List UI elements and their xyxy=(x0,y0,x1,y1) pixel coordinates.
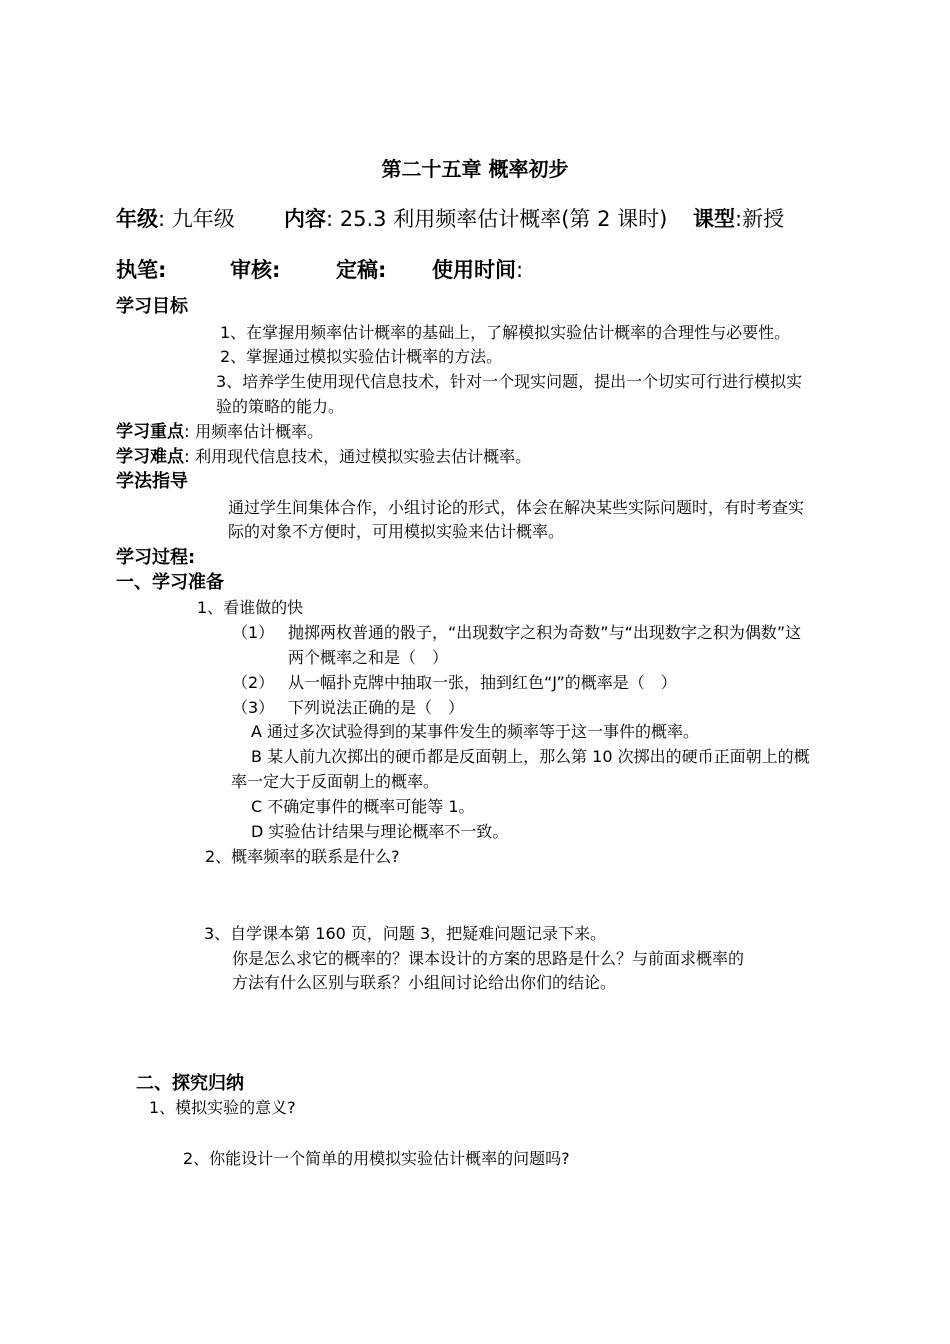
part1-q2: 2、概率频率的联系是什么? xyxy=(205,847,400,866)
objectives-heading: 学习目标 xyxy=(116,296,188,317)
process-heading: 学习过程: xyxy=(116,547,196,568)
type-label: 课型 xyxy=(693,207,735,231)
focus-text: 用频率估计概率。 xyxy=(195,422,324,441)
time-colon: : xyxy=(516,258,524,282)
part1-q3: 3、自学课本第 160 页，问题 3，把疑难问题记录下来。 xyxy=(204,924,607,943)
part1-heading: 一、学习准备 xyxy=(116,572,224,593)
part2-q1: 1、模拟实验的意义? xyxy=(149,1098,296,1117)
grade-colon: : xyxy=(158,207,166,231)
part2-heading: 二、探究归纳 xyxy=(136,1073,244,1094)
difficulty-label: 学习难点 xyxy=(116,447,184,467)
sub2-text: 从一幅扑克牌中抽取一张，抽到红色“J”的概率是（ ） xyxy=(288,673,677,692)
grade-label: 年级 xyxy=(116,207,158,231)
grade-value: 九年级 xyxy=(171,207,235,231)
method-line: 通过学生间集体合作，小组讨论的形式，体会在解决某些实际问题时，有时考查实 xyxy=(228,498,805,517)
sub1-num: （1） xyxy=(232,623,275,642)
final-label: 定稿: xyxy=(336,258,387,282)
objective-item: 验的策略的能力。 xyxy=(216,397,345,416)
type-value: 新授 xyxy=(742,207,785,231)
review-label: 审核: xyxy=(230,258,281,282)
part2-q2: 2、你能设计一个简单的用模拟实验估计概率的问题吗? xyxy=(183,1149,570,1168)
type-row xyxy=(693,207,784,232)
focus-row xyxy=(116,422,323,442)
option-b-line2: 率一定大于反面朝上的概率。 xyxy=(231,772,440,791)
sub2-num: （2） xyxy=(232,673,275,692)
writer-label: 执笔: xyxy=(116,258,167,282)
option-a: A 通过多次试验得到的某事件发生的频率等于这一事件的概率。 xyxy=(251,722,700,741)
grade-row xyxy=(116,207,235,232)
focus-label: 学习重点 xyxy=(116,422,184,442)
part1-q3-line2: 你是怎么求它的概率的？课本设计的方案的思路是什么？与前面求概率的 xyxy=(232,949,745,968)
sub3-text: 下列说法正确的是（ ） xyxy=(288,698,465,717)
focus-colon: : xyxy=(184,422,190,442)
content-label: 内容 xyxy=(284,207,326,231)
difficulty-colon: : xyxy=(184,447,190,467)
objective-item: 1、在掌握用频率估计概率的基础上，了解模拟实验估计概率的合理性与必要性。 xyxy=(220,323,791,342)
content-colon: : xyxy=(326,207,334,231)
page-title: 第二十五章 概率初步 xyxy=(381,157,569,181)
content-row xyxy=(284,207,667,232)
sub1-line2: 两个概率之和是（ ） xyxy=(288,648,449,667)
difficulty-text: 利用现代信息技术，通过模拟实验去估计概率。 xyxy=(195,447,532,466)
method-line: 际的对象不方便时，可用模拟实验来估计概率。 xyxy=(228,522,565,541)
option-c: C 不确定事件的概率可能等 1。 xyxy=(251,797,475,816)
option-d: D 实验估计结果与理论概率不一致。 xyxy=(251,822,509,841)
objective-item: 2、掌握通过模拟实验估计概率的方法。 xyxy=(220,347,503,366)
sub3-num: （3） xyxy=(232,698,275,717)
time-row xyxy=(432,258,523,283)
difficulty-row xyxy=(116,447,531,467)
objective-item: 3、培养学生使用现代信息技术，针对一个现实问题，提出一个切实可行进行模拟实 xyxy=(216,372,803,391)
time-label: 使用时间 xyxy=(432,258,516,282)
option-b-line1: B 某人前九次掷出的硬币都是反面朝上，那么第 10 次掷出的硬币正面朝上的概 xyxy=(251,747,810,766)
content-value: 25.3 利用频率估计概率(第 2 课时) xyxy=(339,207,668,231)
sub1-line1: 抛掷两枚普通的骰子，“出现数字之积为奇数”与“出现数字之积为偶数”这 xyxy=(288,623,802,642)
part1-q1: 1、看谁做的快 xyxy=(197,598,304,617)
type-colon: : xyxy=(735,207,743,231)
method-heading: 学法指导 xyxy=(116,471,188,492)
part1-q3-line3: 方法有什么区别与联系？小组间讨论给出你们的结论。 xyxy=(232,973,617,992)
